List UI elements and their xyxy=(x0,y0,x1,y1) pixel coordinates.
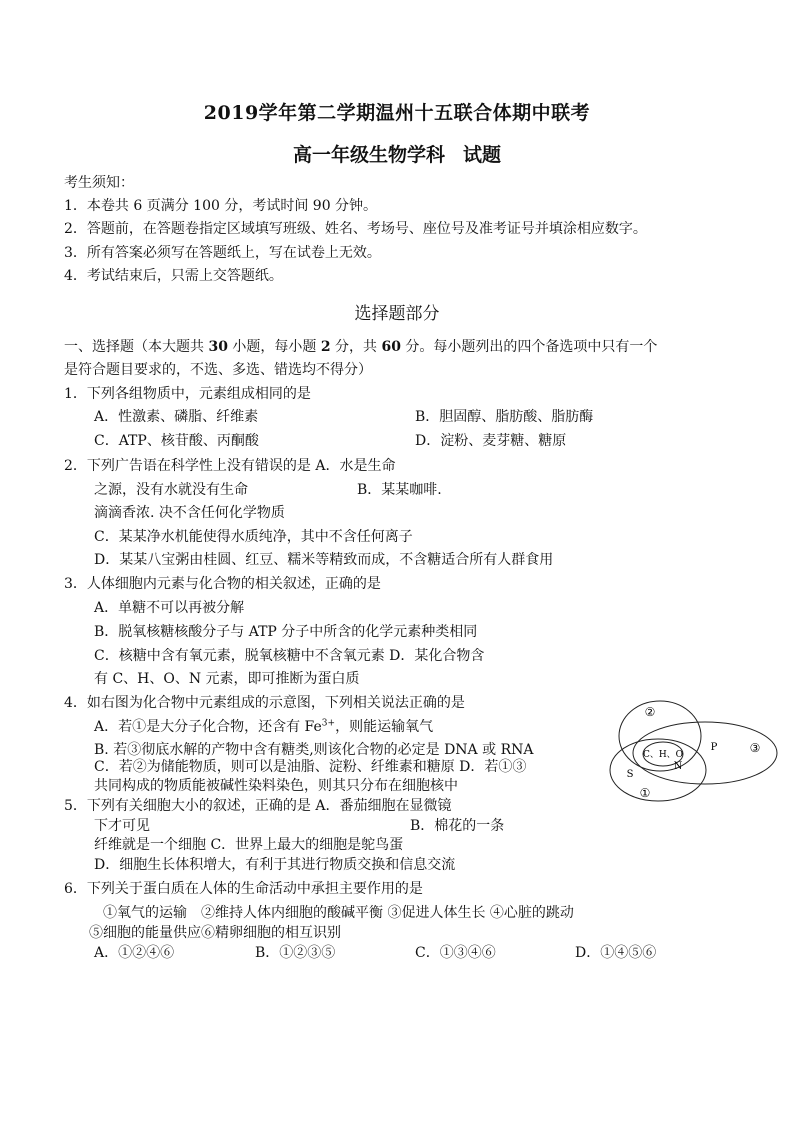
notice-item-1: 1．本卷共 6 页满分 100 分，考试时间 90 分钟。 xyxy=(64,198,378,214)
q6-option-a: A．①②④⑥ xyxy=(94,945,175,961)
q2-line-1: 2．下列广告语在科学性上没有错误的是 A．水是生命 xyxy=(64,458,396,474)
subtitle-type: 试题 xyxy=(463,144,502,166)
part1-intro-line2: 是符合题目要求的，不选、多选、错选均不得分） xyxy=(64,362,372,378)
notice-item-4: 4．考试结束后，只需上交答题纸。 xyxy=(64,268,283,284)
q5-line-1: 5．下列有关细胞大小的叙述，正确的是 A．番茄细胞在显微镜 xyxy=(64,798,452,814)
q6-items-line-2: ⑤细胞的能量供应⑥精卵细胞的相互识别 xyxy=(89,925,341,941)
q3-option-d: 有 C、H、O、N 元素，即可推断为蛋白质 xyxy=(94,671,360,687)
q3-option-a: A．单糖不可以再被分解 xyxy=(94,600,245,616)
notice-item-3: 3．所有答案必须写在答题纸上，写在试卷上无效。 xyxy=(64,245,381,261)
venn-label-p: P xyxy=(710,742,718,753)
venn-marker-2: ② xyxy=(644,705,656,719)
q5-line-3: 纤维就是一个细胞 C．世界上最大的细胞是鸵鸟蛋 xyxy=(94,837,404,853)
venn-label-n: N xyxy=(673,761,683,772)
part1-intro: 一、选择题（本大题共 30 小题，每小题 2 分，共 60 分。每小题列出的四个备选项中只有一个 xyxy=(64,339,658,355)
q3-option-c: C．核糖中含有氧元素，脱氧核糖中不含氧元素 D．某化合物含 xyxy=(94,648,485,664)
q1-option-b: B．胆固醇、脂肪酸、脂肪酶 xyxy=(415,409,594,425)
q4-option-a: A．若①是大分子化合物，还含有 $Fe^{3+}$，则能运输氧气 xyxy=(94,718,434,735)
q2-line-2a: 之源，没有水就没有生命 xyxy=(94,482,248,498)
notice-item-2: 2．答题前，在答题卷指定区域填写班级、姓名、考场号、座位号及准考证号并填涂相应数字。 xyxy=(64,221,647,237)
q5-option-d: D．细胞生长体积增大，有利于其进行物质交换和信息交流 xyxy=(94,857,456,873)
venn-label-s: S xyxy=(626,769,634,780)
q2-line-2b: B．某某咖啡. xyxy=(357,482,442,498)
q4-option-c: C．若②为储能物质，则可以是油脂、淀粉、纤维素和糖原 D．若①③ xyxy=(94,759,527,775)
subtitle-subject: 高一年级生物学科 xyxy=(292,144,445,166)
q1-stem: 1．下列各组物质中，元素组成相同的是 xyxy=(64,386,311,402)
exam-subtitle xyxy=(0,140,794,167)
venn-circle-1 xyxy=(610,739,706,801)
venn-marker-1: ① xyxy=(639,786,651,800)
venn-circle-2 xyxy=(619,701,701,771)
venn-center-label: C、H、O xyxy=(642,750,684,760)
q1-option-d: D．淀粉、麦芽糖、糖原 xyxy=(415,433,567,449)
q2-line-3: 滴滴香浓. 决不含任何化学物质 xyxy=(94,505,285,521)
q4-stem: 4．如右图为化合物中元素组成的示意图，下列相关说法正确的是 xyxy=(64,695,465,711)
q6-option-d: D．①④⑤⑥ xyxy=(575,945,657,961)
q6-option-c: C．①③④⑥ xyxy=(415,945,496,961)
q3-stem: 3．人体细胞内元素与化合物的相关叙述，正确的是 xyxy=(64,576,381,592)
q2-option-d: D．某某八宝粥由桂圆、红豆、糯米等精致而成，不含糖适合所有人群食用 xyxy=(94,552,554,568)
q6-stem: 6．下列关于蛋白质在人体的生命活动中承担主要作用的是 xyxy=(64,881,423,897)
q5-line-2b: B．棉花的一条 xyxy=(410,818,505,834)
q3-option-b: B．脱氧核糖核酸分子与 ATP 分子中所含的化学元素种类相同 xyxy=(94,624,478,640)
q6-items-line-1: ①氧气的运输 ②维持人体内细胞的酸碱平衡 ③促进人体生长 ④心脏的跳动 xyxy=(103,905,574,921)
q4-option-d: 共同构成的物质能被碱性染料染色，则其只分布在细胞核中 xyxy=(94,778,458,794)
q6-option-b: B．①②③⑤ xyxy=(255,945,336,961)
notice-heading: 考生须知： xyxy=(64,175,134,191)
q5-line-2a: 下才可见 xyxy=(94,818,150,834)
section-title: 选择题部分 xyxy=(354,304,440,324)
q4-option-b: B. 若③彻底水解的产物中含有糖类,则该化合物的必定是 DNA 或 RNA xyxy=(94,742,534,758)
exam-title: 2019学年第二学期温州十五联合体期中联考 xyxy=(203,102,591,124)
q1-option-c: C．ATP、核苷酸、丙酮酸 xyxy=(94,433,259,449)
q2-option-c: C．某某净水机能使得水质纯净，其中不含任何离子 xyxy=(94,529,413,545)
venn-marker-3: ③ xyxy=(749,741,761,755)
q1-option-a: A．性激素、磷脂、纤维素 xyxy=(94,409,259,425)
element-venn-diagram xyxy=(606,690,786,808)
